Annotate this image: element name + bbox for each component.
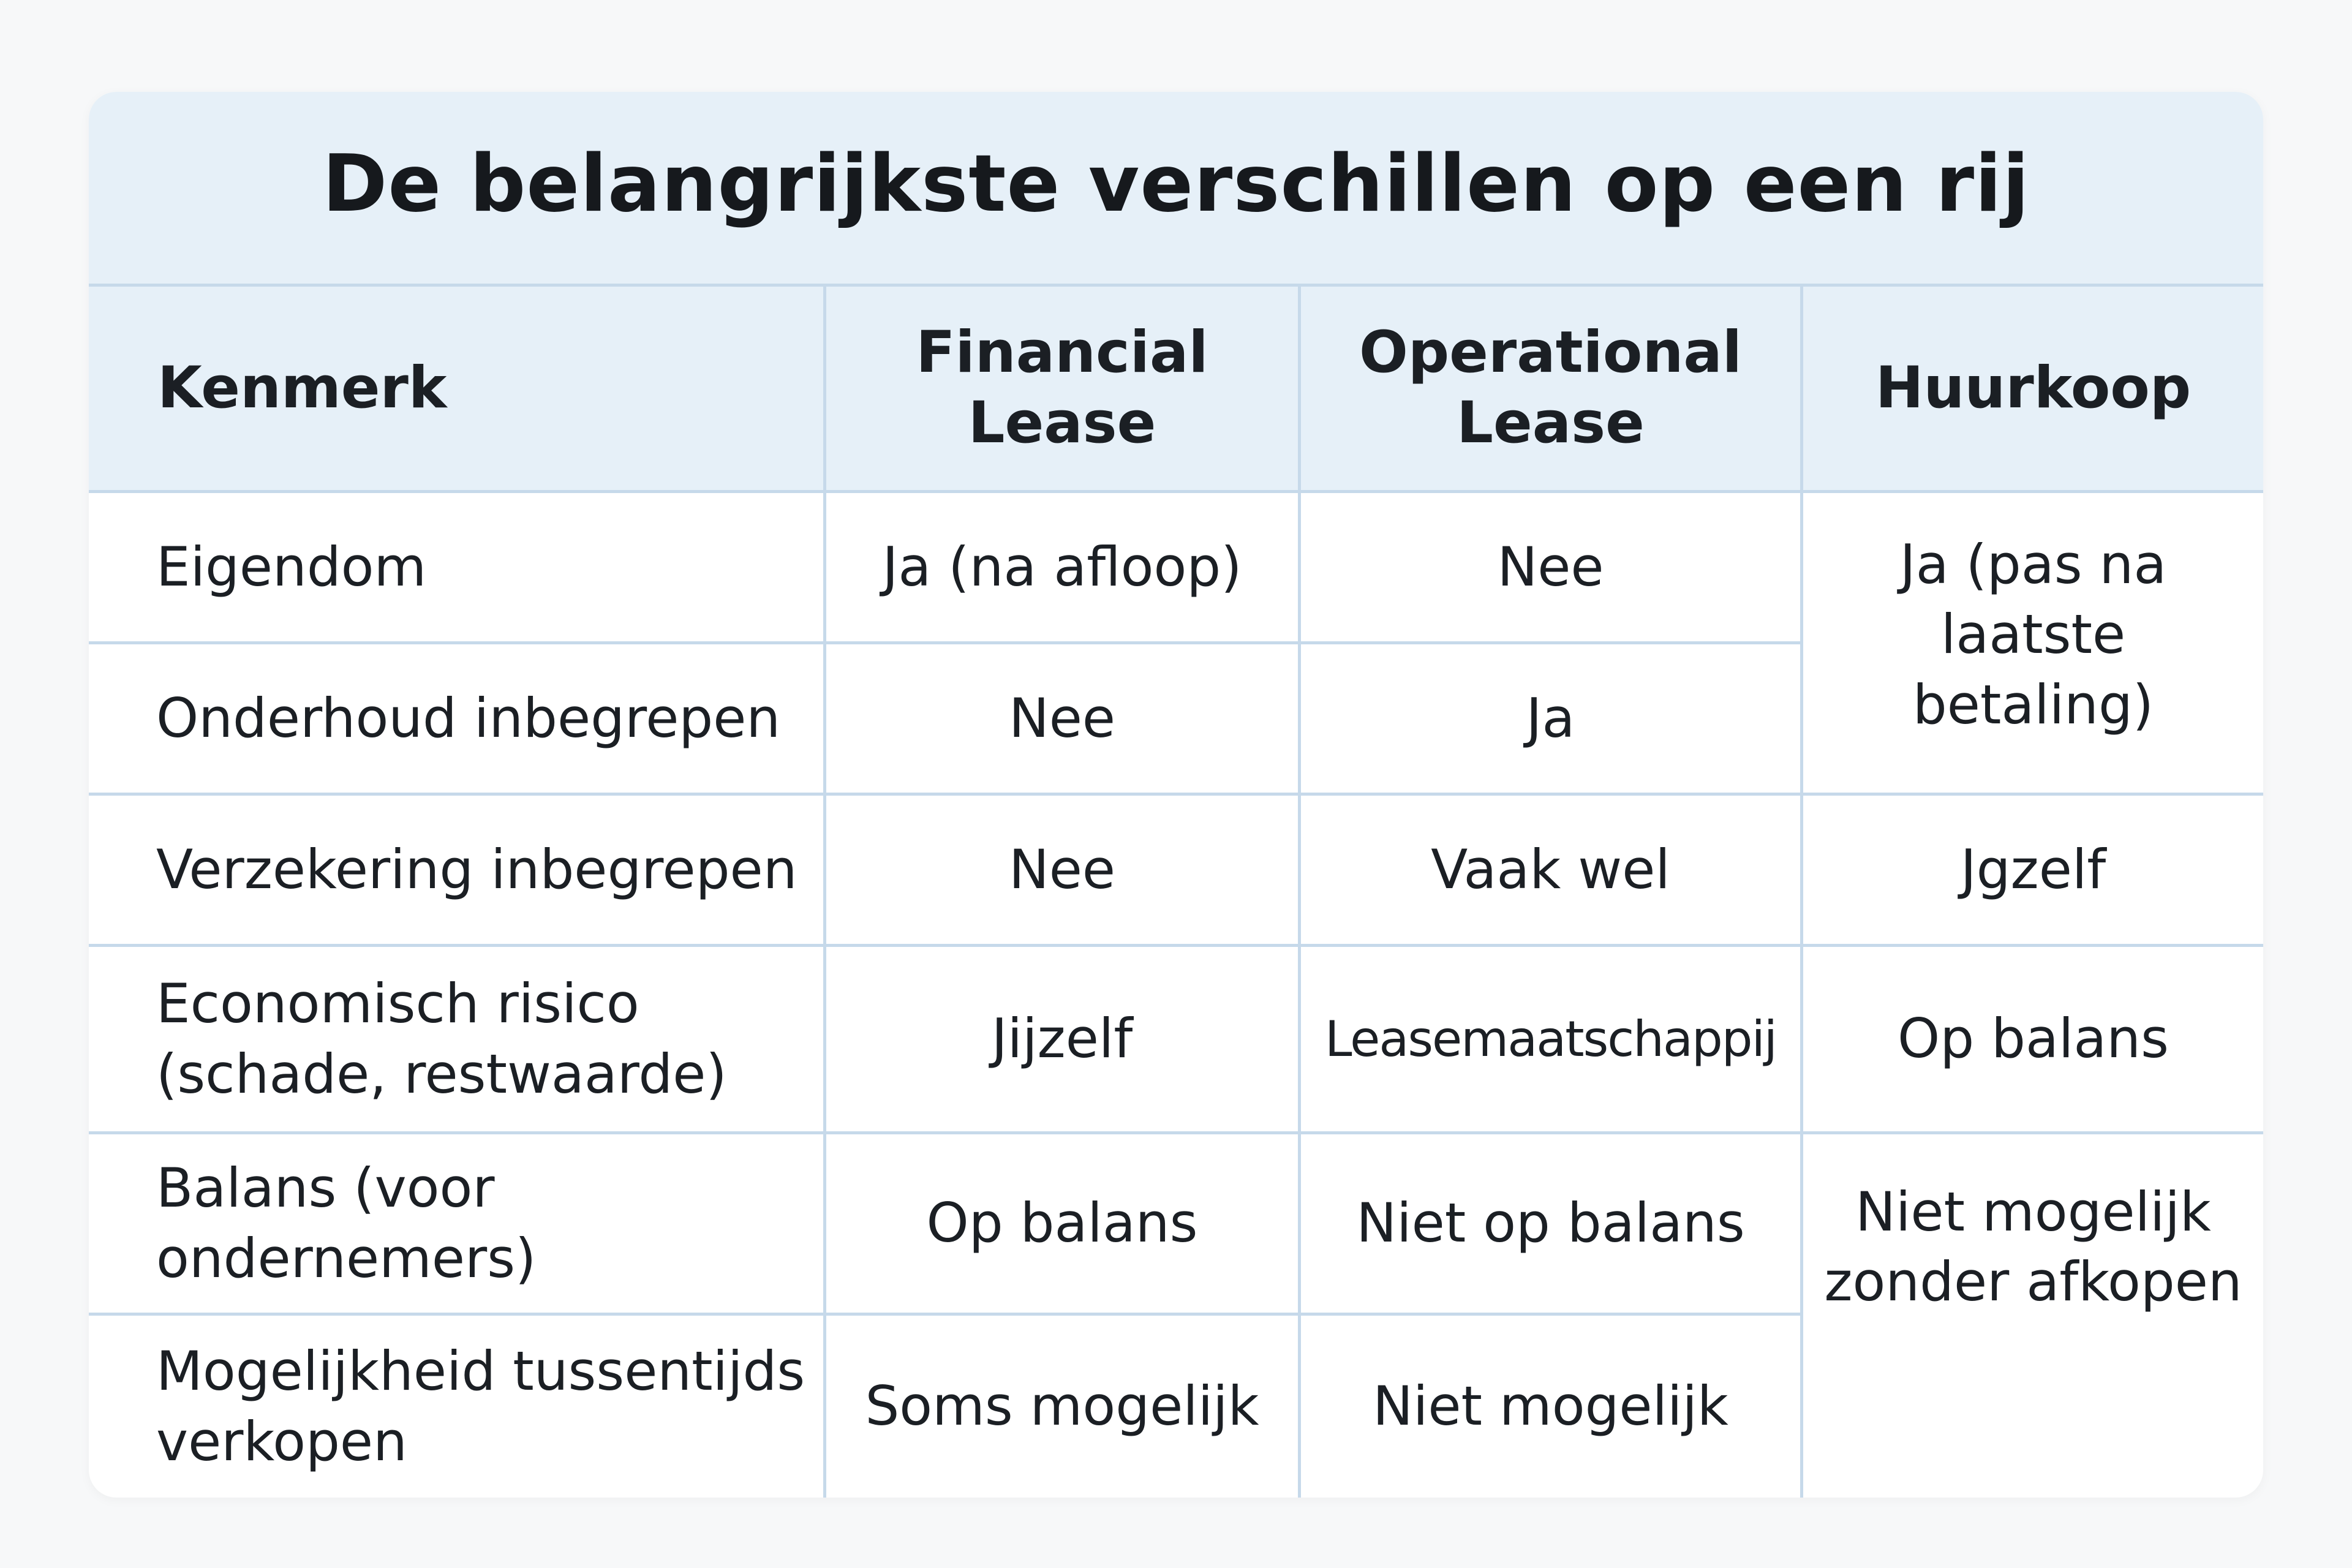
table-cell-huurkoop: Op balans <box>1803 947 2263 1134</box>
table-cell-financial: Op balans <box>826 1134 1301 1316</box>
column-header-huurkoop: Huurkoop <box>1803 287 2263 493</box>
table-cell-financial: Soms mogelijk <box>826 1316 1301 1498</box>
table-row-label: Verzekering inbegrepen <box>89 796 826 947</box>
table-row-label: Onderhoud inbegrepen <box>89 644 826 796</box>
title-bar <box>89 92 2263 287</box>
table-cell-operational: Vaak wel <box>1301 796 1803 947</box>
column-header-operational-lease: Operational Lease <box>1301 287 1803 493</box>
table-cell-operational: Nee <box>1301 493 1803 644</box>
column-header-kenmerk: Kenmerk <box>89 287 826 493</box>
comparison-table <box>89 287 2263 1498</box>
table-cell-huurkoop: Jgzelf <box>1803 796 2263 947</box>
table-row-label: Mogelijkheid tussentijds verkopen <box>89 1316 826 1498</box>
table-cell-operational: Niet mogelijk <box>1301 1316 1803 1498</box>
column-header-financial-lease: Financial Lease <box>826 287 1301 493</box>
table-cell-financial: Nee <box>826 796 1301 947</box>
table-cell-operational: Niet op balans <box>1301 1134 1803 1316</box>
table-cell-huurkoop-merged: Niet mogelijk zonder afkopen <box>1824 1180 2242 1314</box>
comparison-card <box>89 92 2263 1498</box>
page-title: De belangrijkste verschillen op een rij <box>322 138 2030 230</box>
table-row-label: Economisch risico (schade, restwaarde) <box>89 947 826 1134</box>
table-cell-operational: Leasemaatschappij <box>1301 947 1803 1134</box>
table-cell-financial: Nee <box>826 644 1301 796</box>
table-cell-financial: Jijzelf <box>826 947 1301 1134</box>
table-cell-operational: Ja <box>1301 644 1803 796</box>
table-row-label: Eigendom <box>89 493 826 644</box>
table-cell-huurkoop-merged: Ja (pas na laatste betaling) <box>1803 493 2263 796</box>
table-row-label: Balans (voor ondernemers) <box>89 1134 826 1316</box>
table-cell-financial: Ja (na afloop) <box>826 493 1301 644</box>
